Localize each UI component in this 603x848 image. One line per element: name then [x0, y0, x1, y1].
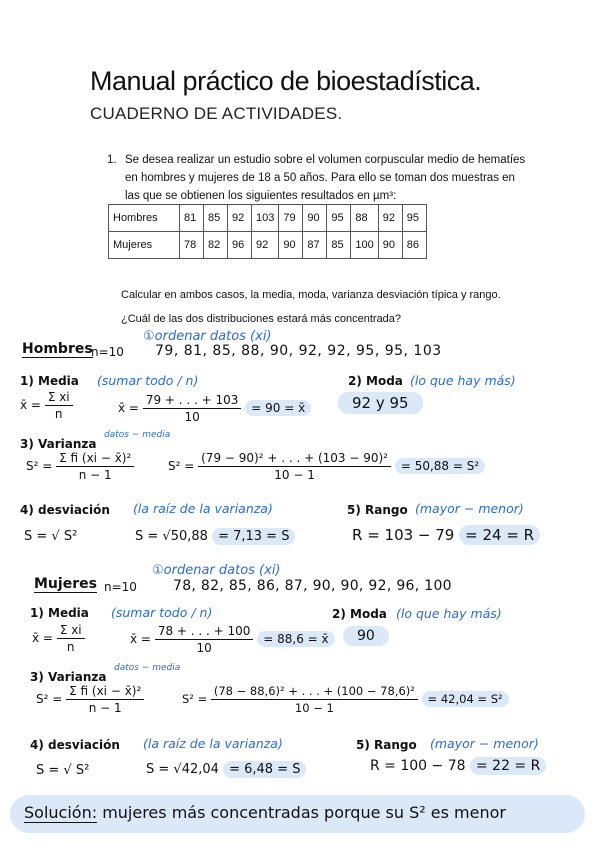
hombres-varianza-result: = 50,88 = S²: [395, 458, 485, 474]
hombres-moda-note: (lo que hay más): [410, 373, 516, 388]
solution: [24, 803, 506, 822]
hombres-rango-note: (mayor − menor): [415, 501, 524, 516]
page-subtitle: CUADERNO DE ACTIVIDADES.: [90, 104, 343, 123]
hombres-label: Hombres: [22, 341, 93, 357]
table-cell: 86: [402, 232, 426, 259]
hombres-varianza-calc: [168, 450, 485, 483]
hombres-media-note: (sumar todo / n): [97, 373, 199, 388]
formula-denominator: n − 1: [78, 468, 112, 482]
hombres-media-formula: [20, 389, 73, 422]
mujeres-desviacion-calc: [146, 762, 306, 777]
calc-denominator: 10 − 1: [274, 468, 315, 482]
mujeres-desviacion-title: 4) desviación: [30, 738, 120, 752]
mujeres-moda-note: (lo que hay más): [396, 606, 502, 621]
table-cell: 90: [279, 232, 303, 259]
hombres-rango-calc: [352, 526, 540, 544]
mujeres-rango-result: = 22 = R: [470, 757, 546, 775]
hombres-moda-result: 92 y 95: [338, 392, 423, 414]
formula-denominator: n: [54, 407, 63, 421]
mujeres-desviacion-result: = 6,48 = S: [223, 761, 306, 778]
hombres-varianza-formula: [26, 450, 134, 483]
hombres-order-note: ①ordenar datos (xi): [143, 329, 272, 344]
formula-lhs: x̄ =: [20, 398, 41, 412]
formula-denominator: n: [66, 640, 75, 654]
table-row: [109, 232, 427, 259]
calc-lhs: x̄ =: [130, 632, 151, 646]
table-cell: 81: [180, 205, 204, 232]
solution-text: mujeres más concentradas porque su S² es menor: [102, 803, 506, 822]
hombres-desviacion-note: (la raíz de la varianza): [133, 501, 273, 516]
formula-lhs: S² =: [36, 692, 63, 706]
hombres-desviacion-title: 4) desviación: [20, 503, 110, 517]
table-cell: 90: [303, 205, 327, 232]
mujeres-media-title: 1) Media: [30, 606, 89, 620]
hombres-rango-result: = 24 = R: [459, 525, 540, 545]
formula-numerator: Σ xi: [57, 622, 85, 639]
mujeres-sorted-values: 78, 82, 85, 86, 87, 90, 90, 92, 96, 100: [173, 578, 452, 594]
formula-lhs: S² =: [26, 459, 53, 473]
data-table: [108, 204, 427, 259]
formula-numerator: Σ xi: [45, 389, 73, 406]
table-cell: 95: [402, 205, 426, 232]
hombres-desviacion-formula: S = √ S²: [24, 529, 78, 544]
mujeres-rango-note: (mayor − menor): [430, 736, 539, 751]
calc-numerator: 78 + . . . + 100: [155, 623, 254, 640]
table-row: [109, 205, 427, 232]
table-cell: 85: [327, 232, 351, 259]
mujeres-varianza-title: 3) Varianza: [30, 670, 107, 684]
table-cell: 79: [279, 205, 303, 232]
mujeres-varianza-formula: [36, 683, 144, 716]
hombres-sorted-values: 79, 81, 85, 88, 90, 92, 92, 95, 95, 103: [155, 343, 442, 359]
calc-expression: R = 103 − 79: [352, 526, 455, 544]
calc-numerator: (79 − 90)² + . . . + (103 − 90)²: [198, 450, 391, 467]
page-title: Manual práctico de bioestadística.: [90, 66, 482, 96]
table-cell: 96: [228, 232, 252, 259]
mujeres-varianza-result: = 42,04 = S²: [422, 691, 509, 707]
table-cell: Mujeres: [109, 232, 180, 259]
mujeres-order-note: ①ordenar datos (xi): [152, 563, 281, 578]
calc-lhs: S² =: [168, 459, 195, 473]
hombres-rango-title: 5) Rango: [347, 503, 408, 517]
table-cell: 85: [204, 205, 228, 232]
table-cell: 92: [228, 205, 252, 232]
mujeres-desviacion-note: (la raíz de la varianza): [143, 736, 283, 751]
hombres-desviacion-result: = 7,13 = S: [212, 528, 295, 545]
calc-denominator: 10 − 1: [294, 701, 334, 715]
mujeres-rango-calc: [370, 758, 546, 774]
hombres-varianza-title: 3) Varianza: [20, 437, 97, 451]
hombres-media-title: 1) Media: [20, 374, 79, 388]
mujeres-rango-title: 5) Rango: [356, 738, 417, 752]
calc-denominator: 10: [196, 641, 212, 655]
mujeres-n: n=10: [104, 580, 137, 594]
table-cell: 100: [351, 232, 378, 259]
formula-denominator: n − 1: [88, 701, 122, 715]
table-cell: 82: [204, 232, 228, 259]
hombres-moda-title: 2) Moda: [348, 374, 403, 388]
instruction-line-2: ¿Cuál de las dos distribuciones estará más concentrada?: [121, 313, 402, 325]
calc-expression: S = √50,88: [135, 529, 208, 544]
calc-numerator: 79 + . . . + 103: [143, 392, 242, 409]
table-cell: 90: [378, 232, 402, 259]
formula-numerator: Σ fi (xi − x̄)²: [56, 450, 134, 467]
formula-lhs: x̄ =: [32, 631, 53, 645]
question-number: 1.: [107, 154, 117, 166]
table-cell: 95: [327, 205, 351, 232]
calc-numerator: (78 − 88,6)² + . . . + (100 − 78,6)²: [211, 683, 418, 700]
calc-lhs: x̄ =: [118, 401, 139, 415]
table-cell: Hombres: [109, 205, 180, 232]
mujeres-desviacion-formula: S = √ S²: [36, 763, 90, 778]
calc-expression: R = 100 − 78: [370, 758, 466, 774]
question: [107, 151, 537, 205]
hombres-desviacion-calc: [135, 529, 295, 544]
mujeres-moda-result: 90: [343, 626, 389, 646]
solution-label: Solución:: [24, 803, 98, 822]
calc-expression: S = √42,04: [146, 762, 219, 777]
hombres-media-calc: [118, 392, 311, 425]
mujeres-media-formula: [32, 622, 85, 655]
mujeres-media-result: = 88,6 = x̄: [257, 631, 334, 647]
table-cell: 87: [303, 232, 327, 259]
formula-numerator: Σ fi (xi − x̄)²: [66, 683, 144, 700]
table-cell: 88: [351, 205, 378, 232]
calc-lhs: S² =: [182, 692, 208, 706]
mujeres-media-calc: [130, 623, 335, 656]
mujeres-label: Mujeres: [34, 576, 97, 592]
mujeres-varianza-calc: [182, 683, 509, 716]
hombres-varianza-note: datos − media: [104, 430, 171, 440]
table-cell: 103: [252, 205, 279, 232]
hombres-n: n=10: [91, 345, 124, 359]
mujeres-moda-title: 2) Moda: [332, 607, 387, 621]
table-cell: 92: [252, 232, 279, 259]
instruction-line-1: Calcular en ambos casos, la media, moda, varianza desviación típica y rango.: [121, 289, 501, 301]
calc-denominator: 10: [184, 410, 200, 424]
mujeres-varianza-note: datos − media: [114, 663, 181, 673]
hombres-media-result: = 90 = x̄: [245, 400, 311, 416]
mujeres-media-note: (sumar todo / n): [111, 605, 213, 620]
table-cell: 92: [378, 205, 402, 232]
question-text: Se desea realizar un estudio sobre el volumen corpuscular medio de hematíes en hombres y mujeres de 18 a 50 años. Para ello se toman dos muestras en las que se obtienen los siguientes resultados en µm³:: [125, 154, 526, 202]
table-cell: 78: [180, 232, 204, 259]
